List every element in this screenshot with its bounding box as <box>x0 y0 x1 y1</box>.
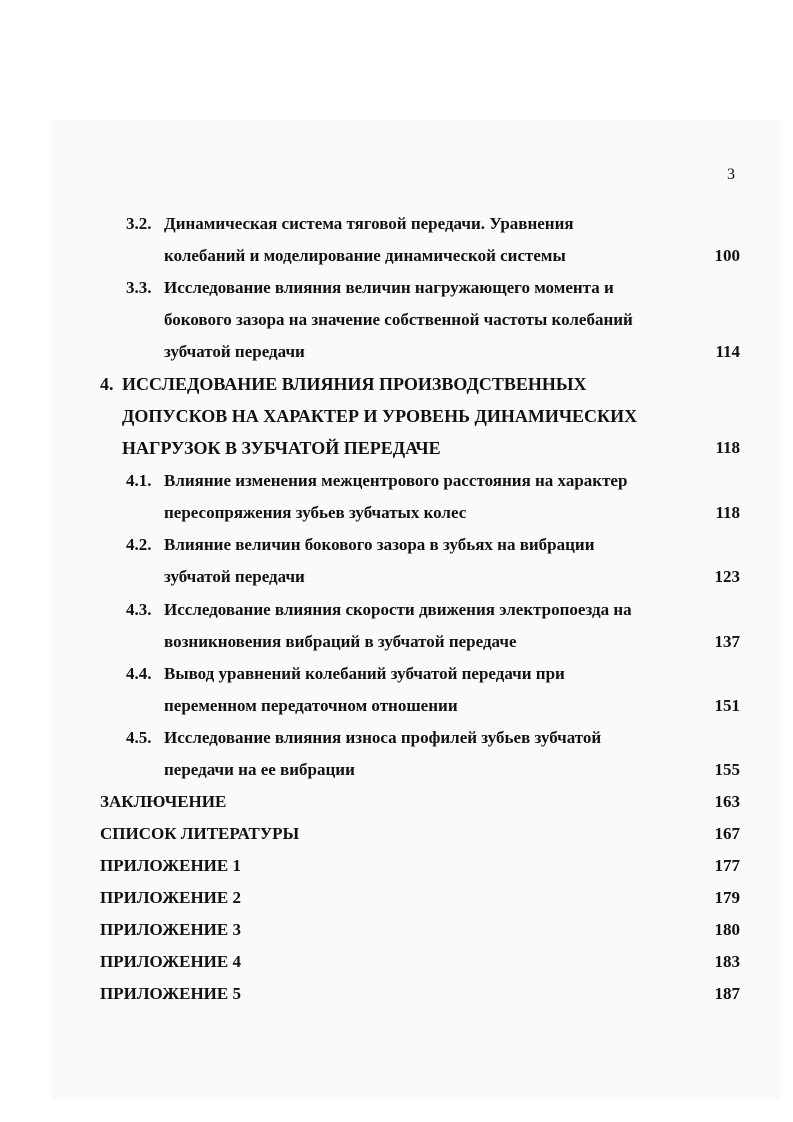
toc-appendix-1: ПРИЛОЖЕНИЕ 1 <box>100 856 241 875</box>
toc-chapter-line: НАГРУЗОК В ЗУБЧАТОЙ ПЕРЕДАЧЕ <box>122 438 441 458</box>
toc-entry-number: 4.5. <box>126 728 152 747</box>
toc-appendix-4: ПРИЛОЖЕНИЕ 4 <box>100 952 241 971</box>
toc-appendix-2: ПРИЛОЖЕНИЕ 2 <box>100 888 241 907</box>
toc-entry-line: Исследование влияния износа профилей зубьев зубчатой <box>164 728 602 747</box>
toc-entry-page: 179 <box>714 888 740 907</box>
toc-entry-line: возникновения вибраций в зубчатой передаче <box>164 632 517 651</box>
toc-entry-line: зубчатой передачи <box>164 342 305 361</box>
toc-entry-page: 137 <box>714 632 740 651</box>
toc-entry-line: Исследование влияния скорости движения электропоезда на <box>164 600 632 619</box>
toc-chapter-line: ИССЛЕДОВАНИЕ ВЛИЯНИЯ ПРОИЗВОДСТВЕННЫХ <box>122 374 587 394</box>
toc-entry-page: 167 <box>714 824 740 843</box>
toc-entry-page: 118 <box>715 438 740 457</box>
toc-entry-number: 4.3. <box>126 600 152 619</box>
toc-entry-page: 183 <box>714 952 740 971</box>
toc-entry-number: 3.2. <box>126 214 152 233</box>
toc-entry-page: 100 <box>714 246 740 265</box>
toc-entry-line: Динамическая система тяговой передачи. Уравнения <box>164 214 574 233</box>
toc-references: СПИСОК ЛИТЕРАТУРЫ <box>100 824 300 843</box>
toc-entry-line: пересопряжения зубьев зубчатых колес <box>164 503 467 522</box>
toc-appendix-3: ПРИЛОЖЕНИЕ 3 <box>100 920 241 939</box>
toc-appendix-5: ПРИЛОЖЕНИЕ 5 <box>100 984 241 1003</box>
toc-entry-number: 3.3. <box>126 278 152 297</box>
toc-conclusion: ЗАКЛЮЧЕНИЕ <box>100 792 227 811</box>
toc-entry-number: 4.1. <box>126 471 152 490</box>
toc-entry-page: 118 <box>715 503 740 522</box>
toc-entry-page: 177 <box>714 856 740 875</box>
toc-entry-line: переменном передаточном отношении <box>164 696 458 715</box>
toc-entry-line: передачи на ее вибрации <box>164 760 355 779</box>
toc-entry-line: зубчатой передачи <box>164 567 305 586</box>
toc-entry-page: 155 <box>714 760 740 779</box>
toc-entry-number: 4.4. <box>126 664 152 683</box>
toc-entry-line: колебаний и моделирование динамической системы <box>164 246 566 265</box>
toc-entry-page: 180 <box>714 920 740 939</box>
toc-entry-page: 114 <box>715 342 740 361</box>
toc-entry-line: Влияние изменения межцентрового расстояния на характер <box>164 471 628 490</box>
toc-entry-line: Исследование влияния величин нагружающего момента и <box>164 278 614 297</box>
toc-entry-line: бокового зазора на значение собственной частоты колебаний <box>164 310 633 329</box>
page-number: 3 <box>727 166 735 183</box>
toc-entry-page: 123 <box>714 567 740 586</box>
toc-chapter-line: ДОПУСКОВ НА ХАРАКТЕР И УРОВЕНЬ ДИНАМИЧЕСКИХ <box>122 406 638 426</box>
toc-chapter-number: 4. <box>100 374 114 394</box>
toc-entry-page: 163 <box>714 792 740 811</box>
toc-entry-page: 151 <box>714 696 740 715</box>
toc-entry-page: 187 <box>714 984 740 1003</box>
toc-entry-line: Влияние величин бокового зазора в зубьях на вибрации <box>164 535 595 554</box>
toc-entry-number: 4.2. <box>126 535 152 554</box>
toc-entry-line: Вывод уравнений колебаний зубчатой передачи при <box>164 664 565 683</box>
